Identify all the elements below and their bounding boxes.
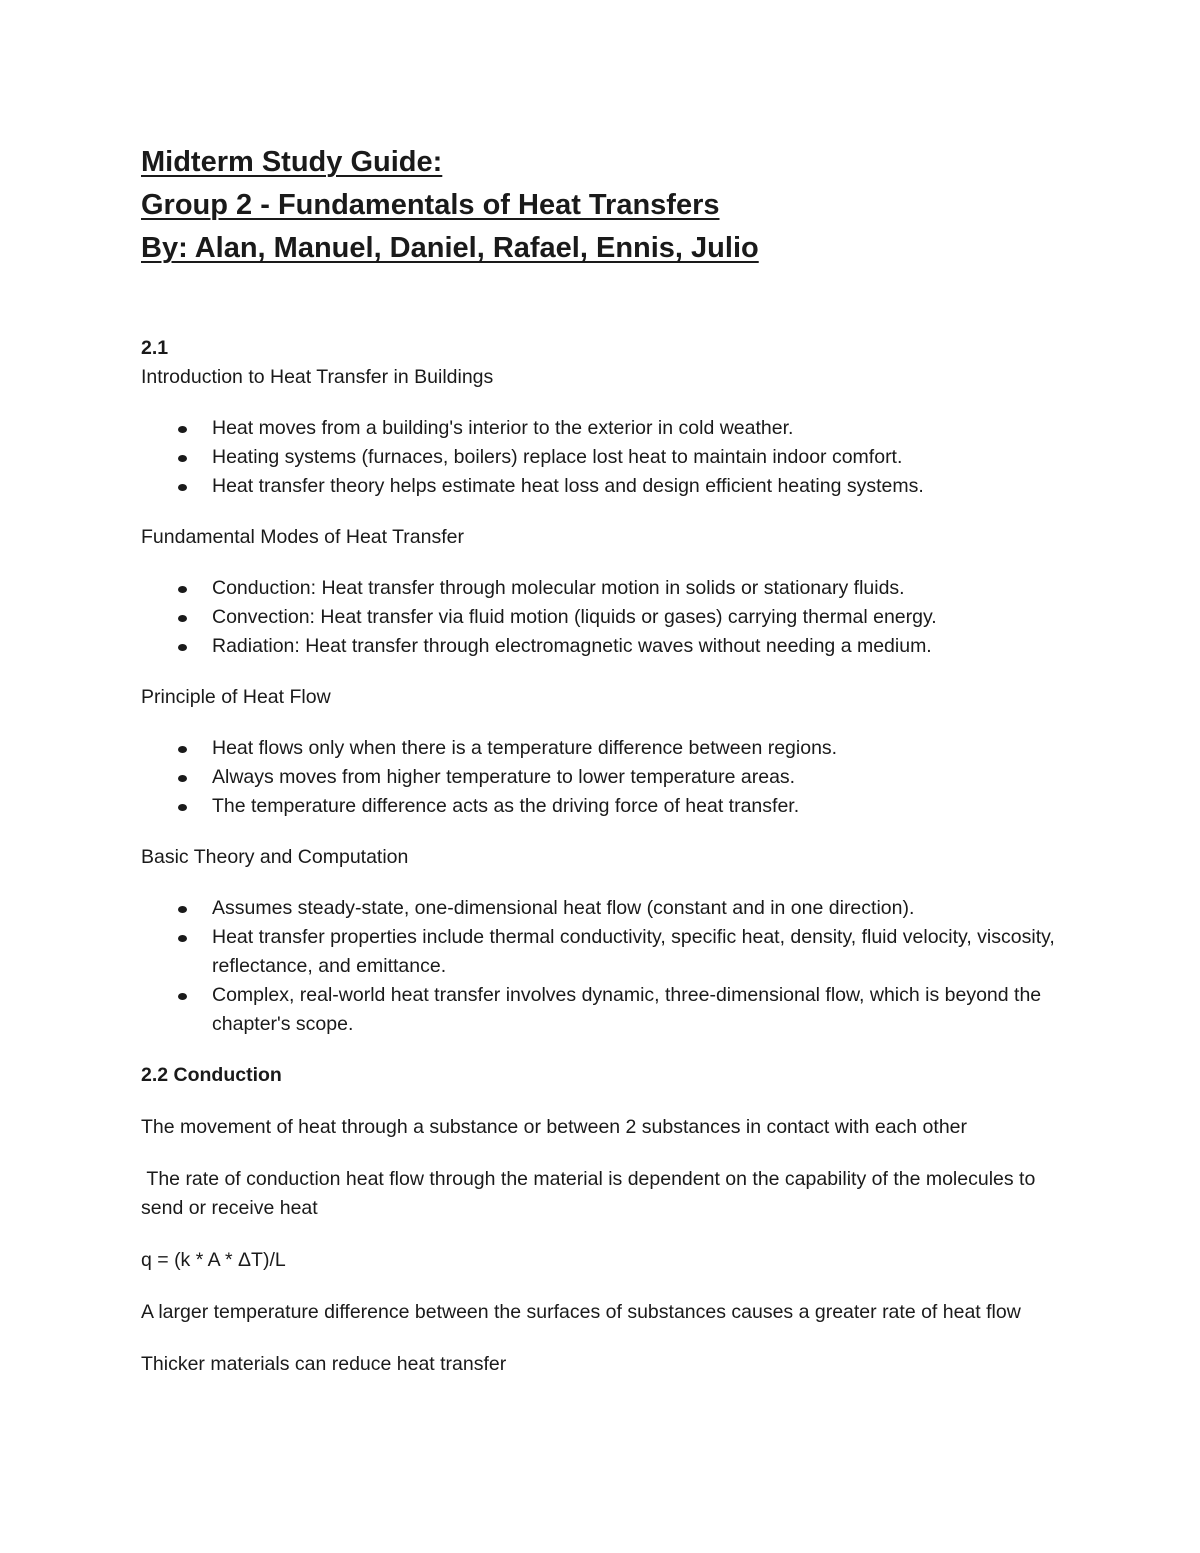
list-item [212,763,1071,792]
list-item [212,574,1071,603]
bullet-icon [178,426,187,433]
conduction-definition: The movement of heat through a substance or between 2 substances in contact with each other [141,1116,967,1138]
section-heading-2-2: 2.2 Conduction [141,1064,282,1086]
list-item-text: Heating systems (furnaces, boilers) replace lost heat to maintain indoor comfort. [212,446,903,468]
list-item [212,414,1071,443]
thickness-paragraph: Thicker materials can reduce heat transfer [141,1353,507,1375]
list-item [212,894,1071,923]
list-item [212,981,1071,1039]
conduction-formula: q = (k * A * ΔT)/L [141,1249,286,1271]
list-item [212,792,1071,821]
list-item-text: Radiation: Heat transfer through electromagnetic waves without needing a medium. [212,635,932,657]
list-item-text: Conduction: Heat transfer through molecular motion in solids or stationary fluids. [212,577,905,599]
list-item-text: Heat transfer properties include thermal conductivity, specific heat, density, fluid velocity, viscosity, reflectance, and emittance. [212,926,1055,977]
list-item [212,923,1071,981]
list-item [212,603,1071,632]
principle-bullet-list [141,734,1071,821]
temperature-difference-paragraph: A larger temperature difference between the surfaces of substances causes a greater rate of heat flow [141,1301,1021,1323]
section-number-2-1: 2.1 [141,337,169,359]
bullet-icon [178,484,187,491]
bullet-icon [178,775,187,782]
modes-bullet-list [141,574,1071,661]
principle-heading: Principle of Heat Flow [141,686,331,708]
bullet-icon [178,906,187,913]
list-item-text: The temperature difference acts as the driving force of heat transfer. [212,795,800,817]
bullet-icon [178,935,187,942]
list-item-text: Heat flows only when there is a temperature difference between regions. [212,737,838,759]
document-body [141,334,1071,1379]
list-item-text: Heat moves from a building's interior to the exterior in cold weather. [212,417,794,439]
list-item-text: Assumes steady-state, one-dimensional heat flow (constant and in one direction). [212,897,915,919]
theory-heading: Basic Theory and Computation [141,846,409,868]
list-item-text: Always moves from higher temperature to lower temperature areas. [212,766,796,788]
bullet-icon [178,455,187,462]
bullet-icon [178,746,187,753]
list-item [212,472,1071,501]
list-item [212,443,1071,472]
theory-bullet-list [141,894,1071,1039]
bullet-icon [178,804,187,811]
bullet-icon [178,644,187,651]
title-line-2: Group 2 - Fundamentals of Heat Transfers [141,189,720,221]
list-item-text: Heat transfer theory helps estimate heat loss and design efficient heating systems. [212,475,924,497]
bullet-icon [178,993,187,1000]
document-title [141,141,1101,270]
intro-heading: Introduction to Heat Transfer in Buildings [141,366,494,388]
title-line-1: Midterm Study Guide: [141,146,443,178]
modes-heading: Fundamental Modes of Heat Transfer [141,526,464,548]
intro-bullet-list [141,414,1071,501]
list-item-text: Complex, real-world heat transfer involves dynamic, three-dimensional flow, which is beyond the chapter's scope. [212,984,1042,1035]
title-line-3: By: Alan, Manuel, Daniel, Rafael, Ennis, Julio [141,232,759,264]
bullet-icon [178,586,187,593]
list-item [212,734,1071,763]
conduction-rate-paragraph: The rate of conduction heat flow through the material is dependent on the capability of the molecules to send or receive heat [141,1168,1041,1219]
bullet-icon [178,615,187,622]
list-item-text: Convection: Heat transfer via fluid motion (liquids or gases) carrying thermal energy. [212,606,937,628]
list-item [212,632,1071,661]
